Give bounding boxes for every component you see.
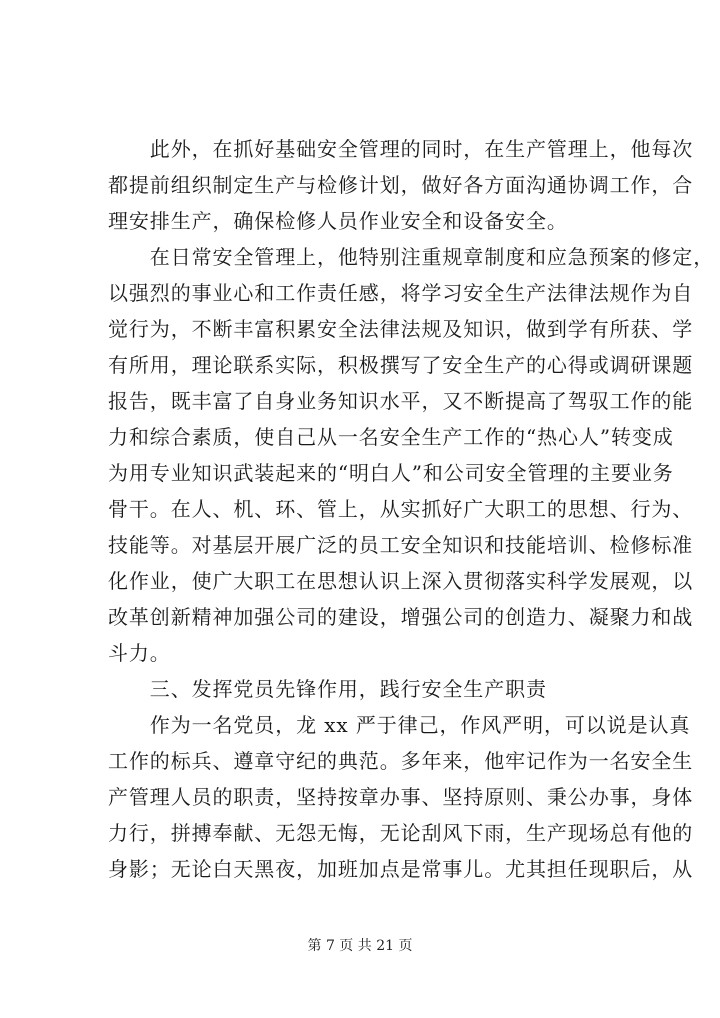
text-line: 觉行为，不断丰富积累安全法律法规及知识，做到学有所获、学 [108,317,694,341]
text-line: 化作业，使广大职工在思想认识上深入贯彻落实科学发展观，以 [108,569,694,593]
section-heading: 三、发挥党员先锋作用，践行安全生产职责 [108,677,547,701]
text-line: 力行，拼搏奉献、无怨无悔，无论刮风下雨，生产现场总有他的 [108,821,694,845]
page-number-footer: 第 7 页 共 21 页 [307,938,413,954]
text-line: 骨干。在人、机、环、管上，从实抓好广大职工的思想、行为、 [108,497,694,521]
text-line: 身影；无论白天黑夜，加班加点是常事儿。尤其担任现职后，从 [108,857,694,881]
text-line: 工作的标兵、遵章守纪的典范。多年来，他牢记作为一名安全生 [108,749,694,773]
text-line: 技能等。对基层开展广泛的员工安全知识和技能培训、检修标准 [108,533,694,557]
text-line: 报告，既丰富了自身业务知识水平，又不断提高了驾驭工作的能 [108,389,694,413]
text-line: 理安排生产，确保检修人员作业安全和设备安全。 [108,209,568,233]
text-line: 以强烈的事业心和工作责任感，将学习安全生产法律法规作为自 [108,281,694,305]
text-line: 有所用，理论联系实际，积极撰写了安全生产的心得或调研课题 [108,353,694,377]
text-line: 产管理人员的职责，坚持按章办事、坚持原则、秉公办事，身体 [108,785,694,809]
text-line: 都提前组织制定生产与检修计划，做好各方面沟通协调工作，合 [108,173,694,197]
text-line: 为用专业知识武装起来的“明白人”和公司安全管理的主要业务 [108,461,674,485]
text-line: 斗力。 [108,641,171,665]
text-line: 作为一名党员，龙 xx 严于律己，作风严明，可以说是认真 [108,713,691,737]
text-line: 力和综合素质，使自己从一名安全生产工作的“热心人”转变成 [108,425,674,449]
text-line: 在日常安全管理上，他特别注重规章制度和应急预案的修定， [108,245,715,269]
text-line: 改革创新精神加强公司的建设，增强公司的创造力、凝聚力和战 [108,605,694,629]
text-line: 此外，在抓好基础安全管理的同时，在生产管理上，他每次 [108,137,694,161]
